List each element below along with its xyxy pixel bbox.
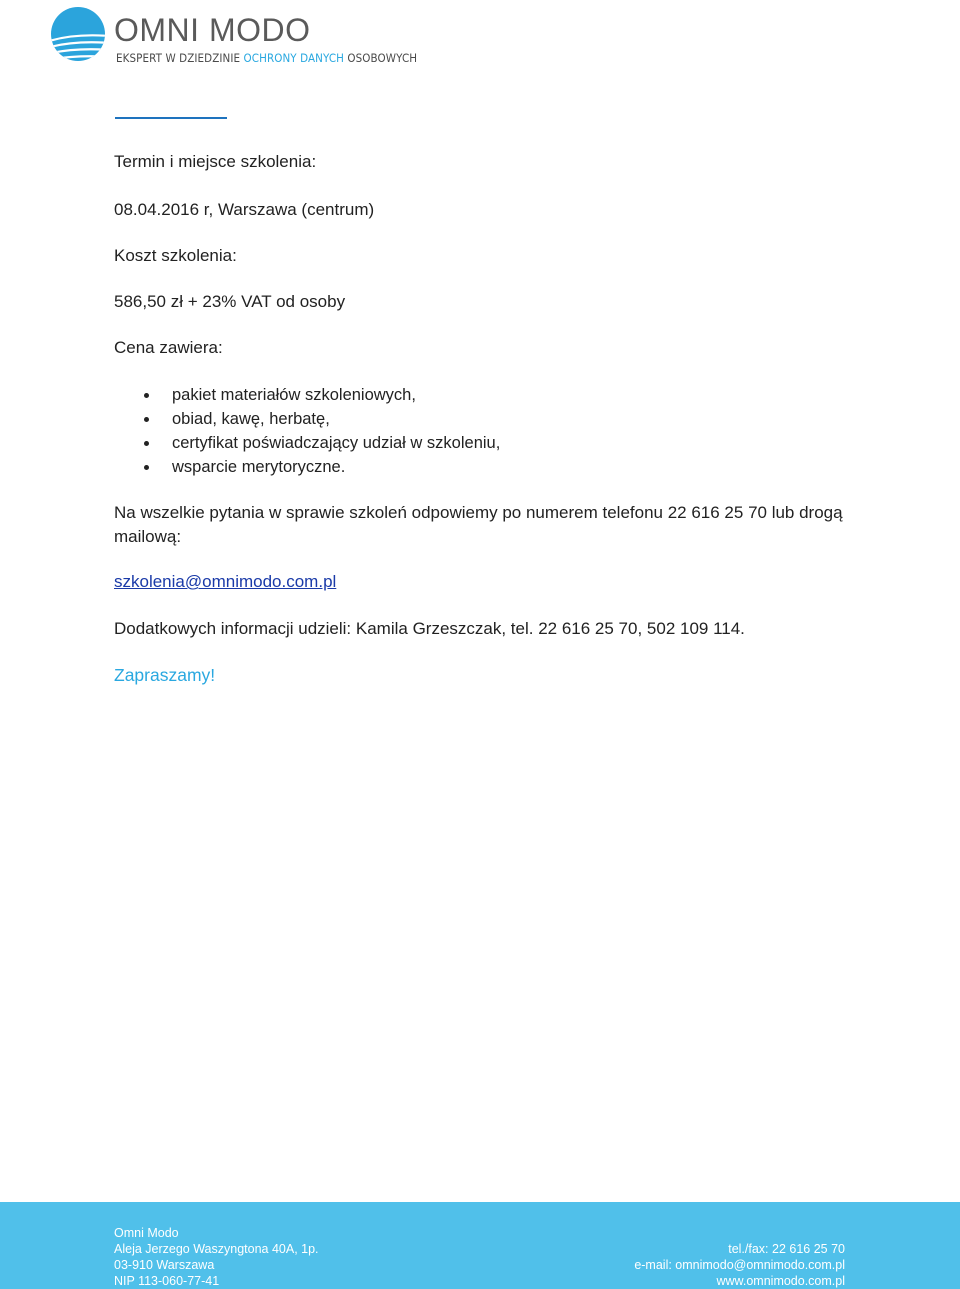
includes-list — [114, 383, 500, 479]
includes-label: Cena zawiera: — [114, 338, 223, 357]
list-item-text: pakiet materiałów szkoleniowych, — [172, 386, 416, 404]
cost-label: Koszt szkolenia: — [114, 246, 237, 265]
tagline-suffix: OSOBOWYCH — [344, 51, 418, 65]
company-logo — [50, 4, 418, 66]
term-label: Termin i miejsce szkolenia: — [114, 152, 317, 171]
list-item — [114, 407, 500, 431]
footer-email[interactable]: e-mail: omnimodo@omnimodo.com.pl — [634, 1258, 845, 1272]
footer-website[interactable]: www.omnimodo.com.pl — [716, 1274, 845, 1288]
info-text: Dodatkowych informacji udzieli: Kamila Grzeszczak, tel. 22 616 25 70, 502 109 114. — [114, 619, 745, 638]
footer-address: Aleja Jerzego Waszyngtona 40A, 1p. — [114, 1242, 319, 1256]
list-item-text: obiad, kawę, herbatę, — [172, 410, 330, 428]
footer-nip: NIP 113-060-77-41 — [114, 1274, 220, 1288]
list-item-text: wsparcie merytoryczne. — [172, 458, 346, 476]
invite-text: Zapraszamy! — [114, 665, 216, 685]
logo-tagline — [116, 51, 417, 65]
bullet-icon — [144, 465, 149, 470]
footer-city: 03-910 Warszawa — [114, 1258, 215, 1272]
list-item — [114, 431, 500, 455]
footer-phone: tel./fax: 22 616 25 70 — [728, 1242, 845, 1256]
footer-company: Omni Modo — [114, 1226, 179, 1240]
footer-contact-block — [634, 1241, 845, 1289]
tagline-prefix: EKSPERT W DZIEDZINIE — [116, 51, 244, 65]
bullet-icon — [144, 441, 149, 446]
bullet-icon — [144, 417, 149, 422]
bullet-icon — [144, 393, 149, 398]
term-value: 08.04.2016 r, Warszawa (centrum) — [114, 200, 375, 219]
list-item — [114, 383, 500, 407]
email-link[interactable]: szkolenia@omnimodo.com.pl — [114, 572, 337, 591]
list-item-text: certyfikat poświadczający udział w szkoleniu, — [172, 434, 501, 452]
tagline-highlight: OCHRONY DANYCH — [243, 51, 345, 65]
list-item — [114, 455, 500, 479]
cost-value: 586,50 zł + 23% VAT od osoby — [114, 292, 346, 311]
questions-text: Na wszelkie pytania w sprawie szkoleń odpowiemy po numerem telefonu 22 616 25 70 lub drogą mailową: — [114, 503, 843, 546]
header-divider — [115, 117, 227, 119]
omni-modo-globe-icon — [50, 6, 106, 62]
email-paragraph — [114, 570, 336, 594]
page-footer — [0, 1202, 960, 1289]
footer-address-block — [114, 1225, 319, 1289]
logo-name: OMNI MODO — [114, 12, 311, 48]
